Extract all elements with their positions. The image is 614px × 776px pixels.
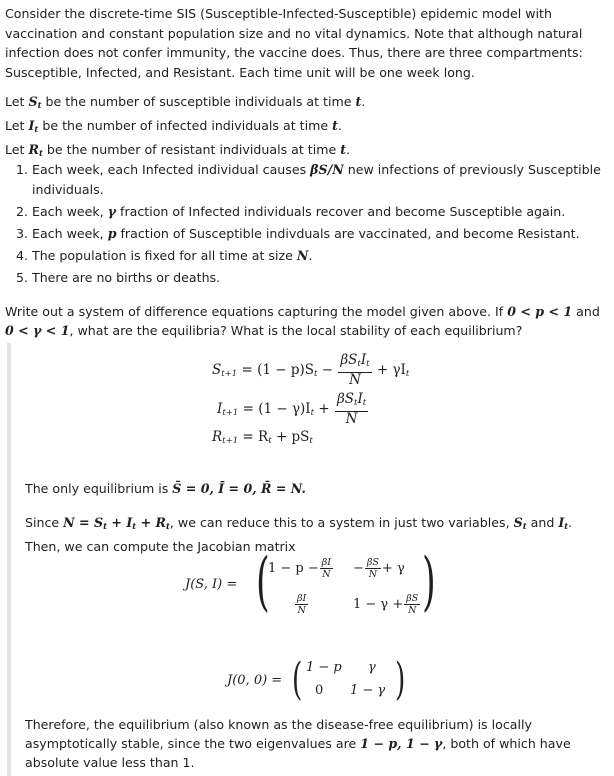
definition-resistant: Let $R_t$ be the number of resistant individuals at time t. — [5, 142, 351, 159]
rule-item: 3. Each week, p fraction of Susceptible indivduals are vaccinated, and become Resistant. — [32, 224, 606, 244]
definition-susceptible: Let $S_t$ be the number of susceptible individuals at time t. — [5, 94, 366, 111]
equilibrium-statement: The only equilibrium is S̄ = 0, Ī = 0, R̄ = N. — [25, 481, 306, 496]
difference-equations — [11, 343, 611, 463]
rule-item: 1. Each week, each Infected individual causes βS/N new infections of previously Susceptible individuals. — [32, 160, 606, 199]
right-paren: ) — [422, 545, 436, 619]
jacobian-zero-label: J(0, 0) = — [227, 673, 283, 688]
rule-item: 2. Each week, γ fraction of Infected individuals recover and become Susceptible again. — [32, 202, 606, 222]
question-paragraph: Write out a system of difference equations capturing the model given above. If 0 < p < 1 and 0 < γ < 1, what are the equilibria? What is the local stability of each equilibrium? — [5, 304, 600, 338]
left-paren: ( — [256, 545, 270, 619]
conclusion-paragraph: Therefore, the equilibrium (also known as the disease-free equilibrium) is locally asymptotically stable, since the two eigenvalues are 1 − p, 1 − γ, both of which have absolute value less than 1. — [25, 717, 571, 770]
variable-definitions — [5, 92, 609, 164]
infection-fraction: $\frac{\beta S_tI_t}{N}$ — [340, 352, 370, 388]
model-rules-list — [0, 160, 606, 290]
infection-fraction: $\frac{\beta S_tI_t}{N}$ — [336, 391, 367, 427]
definition-infected: Let $I_t$ be the number of infected individuals at time t. — [5, 118, 342, 135]
jacobian-zero-entry-12: γ — [368, 660, 376, 675]
rule-item: 5. There are no births or deaths. — [32, 268, 606, 288]
jacobian-zero-entry-11: 1 − p — [306, 660, 342, 675]
reduction-paragraph: Since $N = S_t + I_t + R_t$, we can reduce this to a system in just two variables, $S_t$ and $I_t$. Then, we can compute the Jacobian matrix — [25, 515, 573, 554]
jacobian-matrix — [11, 545, 611, 631]
rule-item: 4. The population is fixed for all time at size N. — [32, 246, 606, 266]
left-paren: ( — [292, 654, 303, 705]
equation-resistant: $R_{t+1} = R_t + pS_t$ — [212, 429, 313, 446]
jacobian-at-zero — [11, 654, 611, 705]
intro-paragraph: Consider the discrete-time SIS (Susceptible-Infected-Susceptible) epidemic model with vaccination and constant population size and no vital dynamics. Note that although natural infection does not confer immunity, the vaccine does. Thus, there are three compartments: Susceptible, Infected, and Resistant. Each time unit will be one week long. — [5, 6, 583, 80]
jacobian-entry-12: − $\frac{\beta S}{N}$ + γ — [353, 557, 405, 580]
right-paren: ) — [395, 654, 406, 705]
equation-susceptible: $S_{t+1} = (1 - p)S_t$ − $\frac{\beta S_tI_t}{N}$ + $\gamma I_t$ — [212, 352, 410, 388]
answer-blockquote — [7, 343, 614, 776]
jacobian-zero-entry-22: 1 − γ — [350, 683, 386, 698]
jacobian-zero-entry-21: 0 — [315, 683, 324, 698]
jacobian-label: J(S, I) = — [185, 577, 238, 592]
equation-infected: $I_{t+1} = (1 - \gamma)I_t$ + $\frac{\beta S_tI_t}{N}$ — [217, 391, 367, 427]
jacobian-entry-22: 1 − γ + $\frac{\beta S}{N}$ — [353, 593, 419, 616]
jacobian-entry-21: $\frac{\beta I}{N}$ — [297, 593, 307, 616]
jacobian-entry-11: 1 − p − $\frac{\beta I}{N}$ — [268, 557, 332, 580]
